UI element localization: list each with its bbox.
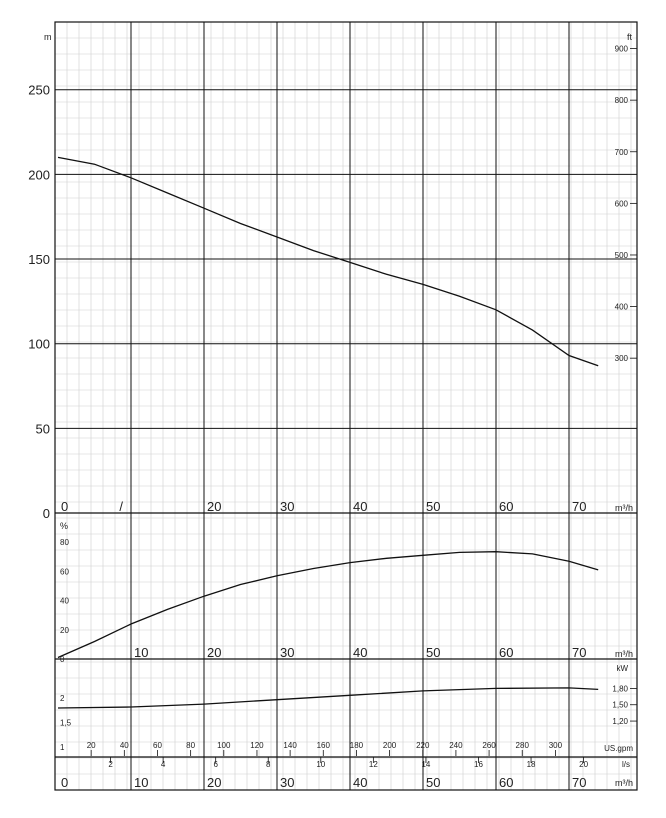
head-x-tick: /: [119, 499, 124, 514]
usgpm-tick: 20: [86, 741, 96, 750]
usgpm-tick: 280: [515, 741, 529, 750]
head-right-tick: 500: [614, 250, 628, 260]
head-x-tick: 20: [207, 499, 222, 514]
head-right-tick: 800: [614, 96, 628, 106]
eff-x-tick: 50: [426, 645, 441, 660]
usgpm-tick: 200: [382, 741, 397, 750]
head-x-tick: 60: [499, 499, 514, 514]
ls-tick: 4: [160, 760, 166, 769]
eff-x-tick: 30: [280, 645, 295, 660]
m3h-tick: 10: [134, 775, 149, 790]
usgpm-tick: 220: [416, 741, 430, 750]
head-left-unit: m: [44, 32, 52, 42]
power-right-tick: 1,50: [612, 700, 628, 710]
ls-tick: 20: [579, 760, 589, 769]
minor-grid: [55, 22, 637, 790]
m3h-tick: 70: [572, 775, 587, 790]
head-left-tick: 250: [28, 82, 50, 98]
ls-tick: 16: [474, 760, 483, 769]
usgpm-tick: 80: [186, 741, 196, 750]
eff-left-tick: 0: [60, 655, 65, 664]
m3h-tick: 20: [207, 775, 222, 790]
eff-x-tick: 20: [207, 645, 222, 660]
ls-tick: 18: [526, 760, 536, 769]
m3h-tick: 50: [426, 775, 441, 790]
usgpm-tick: 160: [316, 741, 330, 750]
head-x-tick: 30: [280, 499, 295, 514]
eff-left-unit: %: [60, 521, 69, 531]
head-x-tick: 40: [353, 499, 368, 514]
eff-left-tick: 40: [60, 596, 69, 606]
head-right-tick: 400: [614, 302, 628, 312]
head-right-tick: [610, 0, 628, 2]
usgpm-tick: 140: [283, 741, 297, 750]
labels: [28, 0, 637, 790]
usgpm-tick: 60: [153, 741, 162, 750]
ls-tick: 2: [108, 760, 113, 769]
m3h-tick: 40: [353, 775, 368, 790]
power-right-tick: 1,80: [612, 684, 628, 694]
head-x-tick: 50: [426, 499, 441, 514]
usgpm-tick: 120: [250, 741, 264, 750]
m3h-tick: 30: [280, 775, 295, 790]
ls-tick: 8: [266, 760, 271, 769]
eff-left-tick: 20: [60, 625, 69, 635]
eff-x-tick: 70: [572, 645, 587, 660]
head-right-tick: 900: [614, 44, 628, 54]
head-left-tick: 150: [28, 252, 50, 268]
head-right-tick: 700: [614, 147, 628, 157]
ls-tick: 10: [316, 760, 326, 769]
eff-x-unit: m³/h: [615, 649, 633, 659]
ls-unit: l/s: [622, 760, 630, 769]
head-left-tick: 100: [28, 336, 50, 352]
head-right-tick: 600: [614, 199, 628, 209]
eff-x-tick: 40: [353, 645, 368, 660]
head-left-tick: 0: [42, 506, 50, 521]
ls-tick: 12: [368, 760, 378, 769]
usgpm-tick: 40: [119, 741, 129, 750]
ls-tick: 14: [421, 760, 431, 769]
head-right-tick: 300: [614, 354, 628, 364]
power-left-tick: 1,5: [60, 718, 72, 728]
head-left-tick: 50: [35, 421, 50, 437]
head-left-tick: 200: [28, 167, 50, 183]
usgpm-tick: 300: [548, 741, 563, 750]
power-right-unit: kW: [616, 664, 628, 673]
usgpm-unit: US.gpm: [604, 744, 633, 753]
eff-left-tick: 80: [60, 538, 69, 548]
head-x-tick: 0: [61, 499, 69, 514]
eff-left-tick: 60: [60, 567, 69, 577]
usgpm-tick: 240: [449, 741, 463, 750]
ls-tick: 6: [213, 760, 218, 769]
eff-x-tick: 60: [499, 645, 514, 660]
usgpm-tick: 260: [482, 741, 496, 750]
head-right-unit: ft: [626, 32, 632, 42]
head-x-tick: 70: [572, 499, 587, 514]
m3h-tick: 0: [61, 775, 69, 790]
usgpm-tick: 180: [349, 741, 364, 750]
power-left-tick: 1: [60, 743, 65, 753]
eff-x-tick: 10: [134, 645, 149, 660]
head-x-unit: m³/h: [615, 503, 633, 513]
m3h-unit: m³/h: [615, 778, 633, 788]
power-left-tick: 2: [60, 694, 65, 704]
power-right-tick: 1,20: [612, 717, 628, 727]
m3h-tick: 60: [499, 775, 514, 790]
usgpm-tick: 100: [217, 741, 231, 750]
